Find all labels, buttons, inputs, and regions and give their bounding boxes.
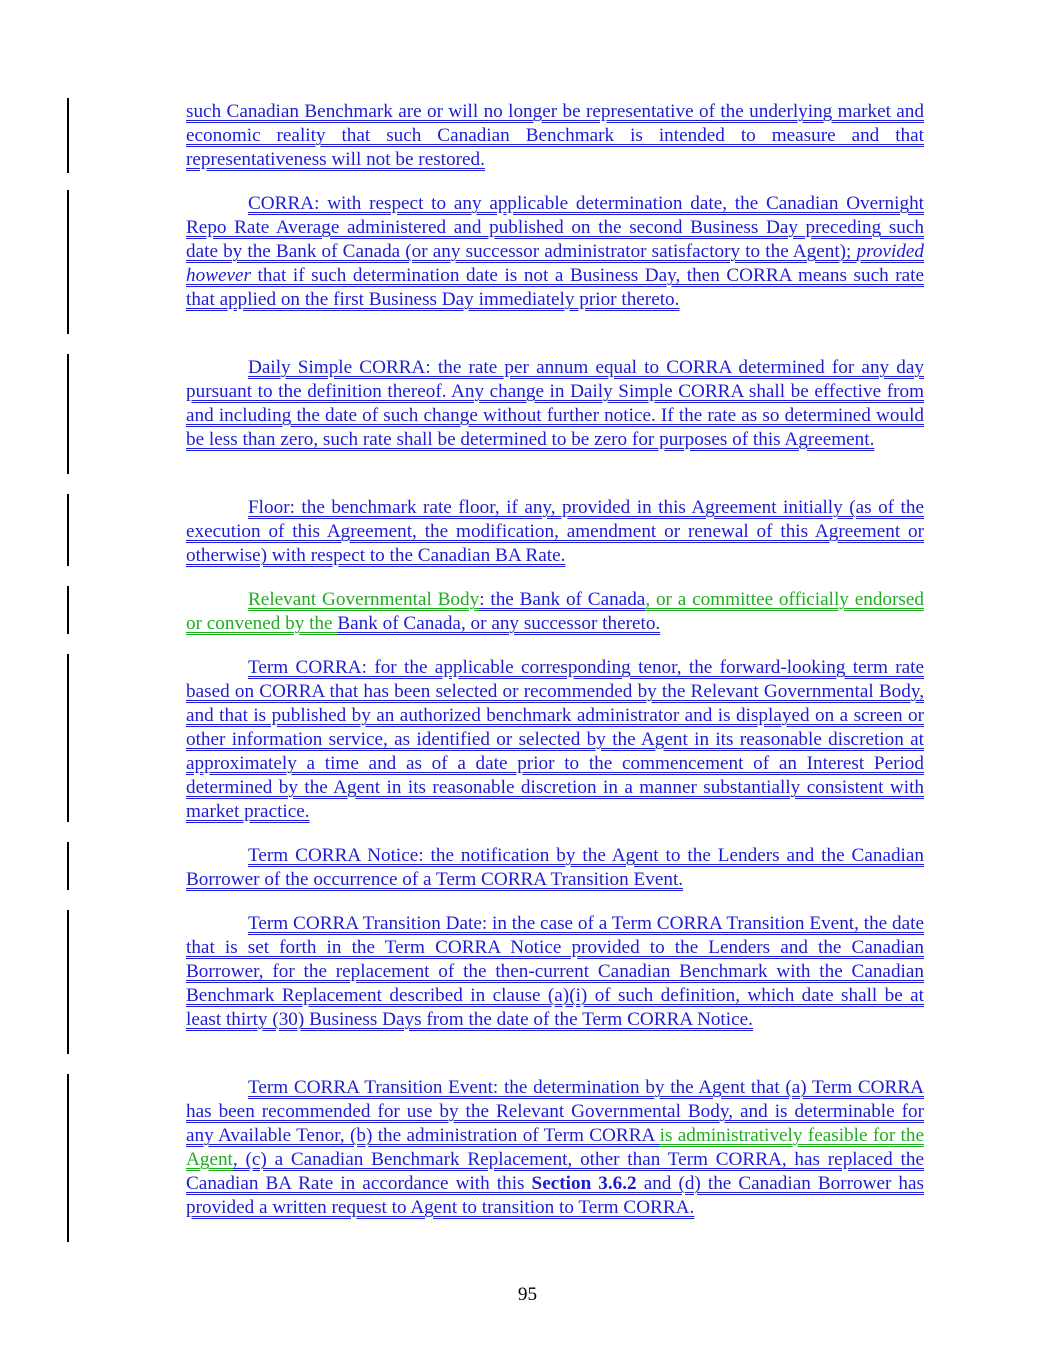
change-bar	[67, 586, 69, 634]
definition-relevant-governmental-body	[186, 588, 924, 636]
change-bar	[67, 654, 69, 822]
change-bar	[67, 494, 69, 566]
text-run: and (d) the Canadian Borrower has provided a written request to Agent to transition to Term CORRA.	[186, 1173, 924, 1218]
text-run: CORRA: with respect to any applicable determination date, the Canadian Overnight Repo Rate Average administered and published on the second Business Day preceding such date by the Bank of Canada (or any successor administrator satisfactory to the Agent);	[186, 193, 924, 262]
definition-corra	[186, 192, 924, 312]
text-run: provided however	[186, 241, 924, 286]
definition-term-corra	[186, 656, 924, 824]
text-run: Term CORRA: for the applicable corresponding tenor, the forward-looking term rate based on CORRA that has been selected or recommended by the Relevant Governmental Body, and that is published by an authorized benchmark administrator and is displayed on a screen or other information service, as identified or selected by the Agent in its reasonable discretion at approximately a time and as of a date prior to the commencement of an Interest Period determined by the Agent in its reasonable discretion in a manner substantially consistent with market practice.	[186, 657, 924, 822]
text-run: : the Bank of Canada	[479, 589, 646, 610]
definition-floor	[186, 496, 924, 568]
text-run: Term CORRA Transition Date: in the case of a Term CORRA Transition Event, the date that is set forth in the Term CORRA Notice provided to the Lenders and the Canadian Borrower, for the replacement of the then-current Canadian Benchmark with the Canadian Benchmark Replacement described in clause (a)(i) of such definition, which date shall be at least thirty (30) Business Days from the date of the Term CORRA Notice.	[186, 913, 924, 1030]
paragraph-representativeness	[186, 100, 924, 172]
text-run: Relevant Governmental Body	[248, 589, 480, 610]
text-run: Term CORRA Transition Event: the determination by the Agent that (a) Term CORRA has been recommended for use by the Relevant Governmental Body, and is determinable for any Available Tenor, (b) the administration of Term CORRA	[186, 1077, 924, 1146]
text-run: Term CORRA Notice: the notification by the Agent to the Lenders and the Canadian Borrower of the occurrence of a Term CORRA Transition Event.	[186, 845, 924, 890]
change-bar	[67, 98, 69, 173]
text-run: Section 3.6.2	[531, 1173, 637, 1194]
change-bar	[67, 1074, 69, 1242]
text-run: is administratively feasible for the Agent	[186, 1125, 924, 1170]
text-run: Daily Simple CORRA: the rate per annum equal to CORRA determined for any day pursuant to the definition thereof. Any change in Daily Simple CORRA shall be effective from and including the date of such change without further notice. If the rate as so determined would be less than zero, such rate shall be determined to be zero for purposes of this Agreement.	[186, 357, 924, 450]
change-bar	[67, 910, 69, 1054]
definition-term-corra-transition-date	[186, 912, 924, 1032]
text-run: that if such determination date is not a Business Day, then CORRA means such rate that applied on the first Business Day immediately prior thereto.	[186, 265, 924, 310]
change-bar	[67, 190, 69, 334]
change-bar	[67, 842, 69, 890]
definition-term-corra-transition-event	[186, 1076, 924, 1220]
text-run: such Canadian Benchmark are or will no longer be representative of the underlying market and economic reality that such Canadian Benchmark is intended to measure and that representativeness will not be restored.	[186, 101, 924, 170]
text-run: , or a committee officially endorsed or convened by the	[186, 589, 924, 634]
text-run: Floor: the benchmark rate floor, if any, provided in this Agreement initially (as of the execution of this Agreement, the modification, amendment or renewal of this Agreement or otherwise) with respect to the Canadian BA Rate.	[186, 497, 924, 566]
change-bar	[67, 354, 69, 474]
definition-term-corra-notice	[186, 844, 924, 892]
definition-daily-simple-corra	[186, 356, 924, 452]
text-run: , (c) a Canadian Benchmark Replacement, other than Term CORRA, has replaced the Canadian BA Rate in accordance with this	[186, 1149, 924, 1194]
text-run: Bank of Canada, or any successor thereto.	[337, 613, 661, 634]
page-number: 95	[517, 1284, 538, 1305]
